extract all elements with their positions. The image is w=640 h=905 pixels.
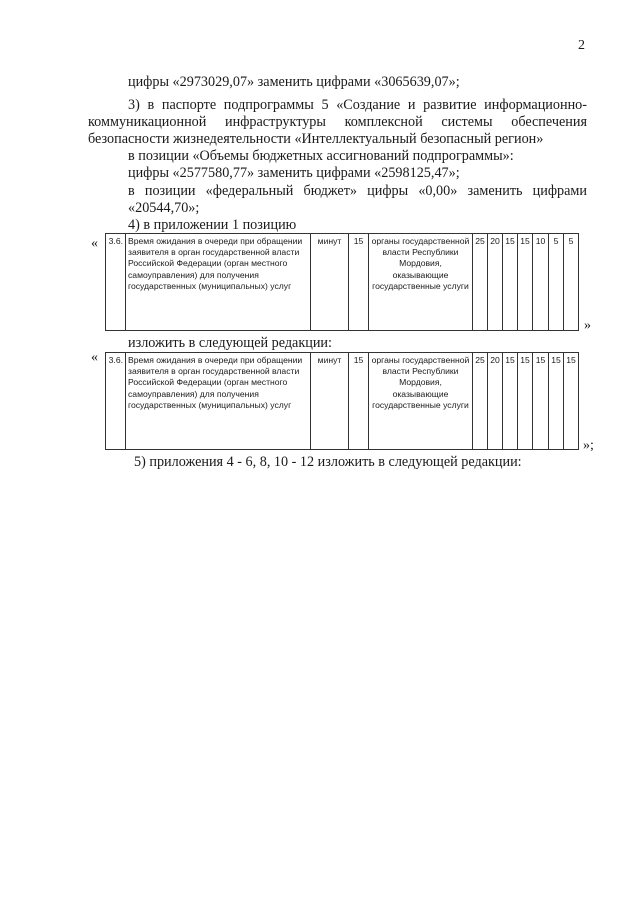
text-line-9: 4) в приложении 1 позицию xyxy=(128,217,297,233)
unit-cell: минут xyxy=(311,353,349,450)
value-cell: 15 xyxy=(503,353,518,450)
quote-close-2: »; xyxy=(583,438,594,453)
value-cell: 15 xyxy=(549,353,564,450)
value-cell: 15 xyxy=(533,353,549,450)
text-line-8: «20544,70»; xyxy=(128,200,200,216)
text-line-11: 5) приложения 4 - 6, 8, 10 - 12 изложить в следующей редакции: xyxy=(134,454,522,470)
unit-cell: минут xyxy=(311,234,349,331)
quote-open-1: « xyxy=(91,236,98,251)
value-cell: 15 xyxy=(503,234,518,331)
value-cell: 25 xyxy=(473,353,488,450)
text-line-7: в позиции «федеральный бюджет» цифры «0,00» заменить цифрами xyxy=(128,183,587,199)
quote-open-2: « xyxy=(91,350,98,365)
responsible-org-cell: органы государственной власти Республики Мордовия, оказывающие государственные услуги xyxy=(369,234,473,331)
value-cell: 20 xyxy=(488,353,503,450)
table-old-position xyxy=(105,233,579,331)
text-line-4: безопасности жизнедеятельности «Интеллектуальный безопасный регион» xyxy=(88,131,544,147)
page-number: 2 xyxy=(578,38,585,53)
text-line-10: изложить в следующей редакции: xyxy=(128,335,332,351)
text-line-1: цифры «2973029,07» заменить цифрами «3065639,07»; xyxy=(128,74,460,90)
value-cell: 20 xyxy=(488,234,503,331)
row-number: 3.6. xyxy=(106,234,126,331)
value-cell: 15 xyxy=(518,353,533,450)
text-line-2: 3) в паспорте подпрограммы 5 «Создание и развитие информационно- xyxy=(128,97,587,113)
indicator-name: Время ожидания в очереди при обращении заявителя в орган государственной власти Российской Федерации (орган местного самоуправления) для получения государственных (муниципальных) услуг xyxy=(126,234,311,331)
value-cell: 5 xyxy=(549,234,564,331)
responsible-org-cell: органы государственной власти Республики Мордовия, оказывающие государственные услуги xyxy=(369,353,473,450)
table-new-position xyxy=(105,352,579,450)
value-cell: 10 xyxy=(533,234,549,331)
value-cell: 15 xyxy=(518,234,533,331)
text-line-6: цифры «2577580,77» заменить цифрами «2598125,47»; xyxy=(128,165,460,181)
value-cell: 15 xyxy=(564,353,579,450)
text-line-3: коммуникационной инфраструктуры комплексной системы обеспечения xyxy=(88,114,587,130)
value-cell: 25 xyxy=(473,234,488,331)
base-value-cell: 15 xyxy=(349,234,369,331)
value-cell: 5 xyxy=(564,234,579,331)
row-number: 3.6. xyxy=(106,353,126,450)
base-value-cell: 15 xyxy=(349,353,369,450)
indicator-name: Время ожидания в очереди при обращении заявителя в орган государственной власти Российской Федерации (орган местного самоуправления) для получения государственных (муниципальных) услуг xyxy=(126,353,311,450)
quote-close-1: » xyxy=(584,318,591,333)
text-line-5: в позиции «Объемы бюджетных ассигнований подпрограммы»: xyxy=(128,148,514,164)
